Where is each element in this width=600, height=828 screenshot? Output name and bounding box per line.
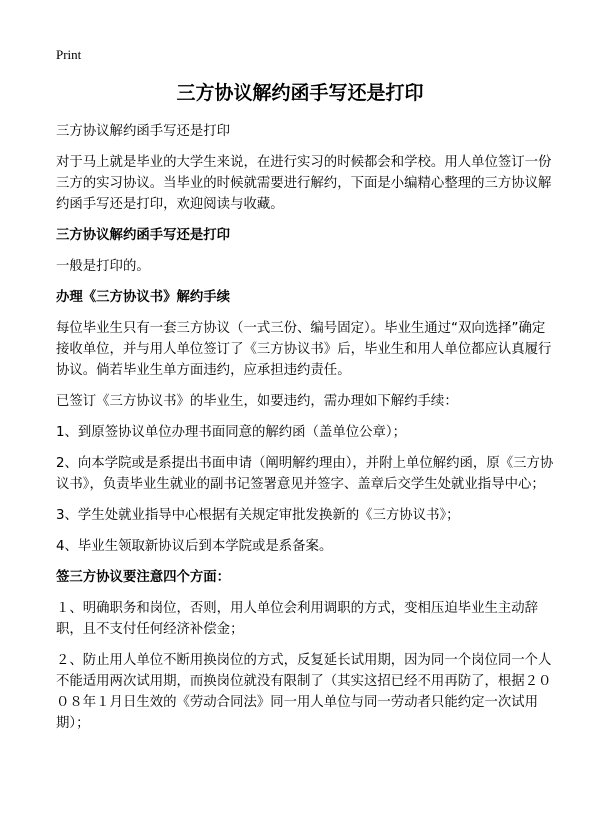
page-title: 三方协议解约函手写还是打印 — [176, 82, 424, 104]
step-item: 1、到原签协议单位办理书面同意的解约函（盖单位公章）； — [56, 425, 406, 440]
section-paragraph: 已签订《三方协议书》的毕业生，如要违约，需办理如下解约手续： — [56, 394, 458, 409]
print-label: Print — [56, 47, 82, 62]
subtitle: 三方协议解约函手写还是打印 — [56, 124, 231, 139]
document-body — [56, 121, 554, 744]
section-heading: 三方协议解约函手写还是打印 — [56, 228, 231, 243]
section-heading: 签三方协议要注意四个方面： — [56, 570, 231, 585]
section-paragraph: 一般是打印的。 — [56, 259, 150, 274]
section-paragraph: 每位毕业生只有一套三方协议（一式三份、编号固定）。毕业生通过“双向选择”确定接收单位，并与用人单位签订了《三方协议书》后，毕业生和用人单位都应认真履行协议。倘若毕业生单方面违约，应承担违约责任。 — [56, 321, 552, 378]
step-item: 4、毕业生领取新协议后到本学院或是系备案。 — [56, 539, 333, 554]
intro-paragraph: 对于马上就是毕业的大学生来说，在进行实习的时候都会和学校。用人单位签订一份三方的实习协议。当毕业的时候就需要进行解约，下面是小编精心整理的三方协议解约函手写还是打印，欢迎阅读与收藏。 — [56, 155, 552, 212]
point-item: ２、防止用人单位不断用换岗位的方式，反复延长试用期，因为同一个岗位同一个人不能适用两次试用期，而换岗位就没有限制了（其实这招已经不用再防了，根据２００８年１月日生效的《劳动合同法》同一用人单位与同一劳动者只能约定一次试用期）； — [56, 653, 552, 731]
section-heading: 办理《三方协议书》解约手续 — [56, 290, 231, 305]
step-item: 2、向本学院或是系提出书面申请（阐明解约理由），并附上单位解约函，原《三方协议书》，负责毕业生就业的副书记签署意见并签字、盖章后交学生处就业指导中心； — [56, 456, 554, 492]
step-item: 3、学生处就业指导中心根据有关规定审批发换新的《三方协议书》； — [56, 508, 460, 523]
point-item: １、明确职务和岗位，否则，用人单位会利用调职的方式，变相压迫毕业生主动辞职，且不支付任何经济补偿金； — [56, 601, 539, 637]
